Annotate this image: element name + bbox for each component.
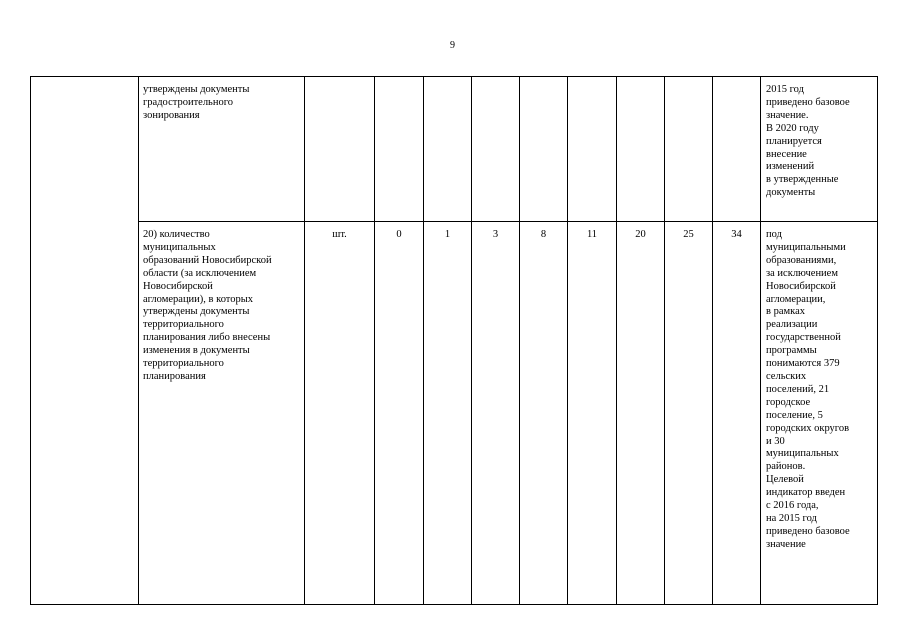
value-cell [375,77,424,222]
value-cell [617,77,665,222]
note-cell [761,77,878,222]
unit-cell [305,77,375,222]
note-cell [761,222,878,605]
value-cell: 0 [375,222,424,605]
value-cell: 3 [472,222,520,605]
unit-cell: шт. [305,222,375,605]
note-text: 2015 год приведено базовое значение. В 2020 году планируется внесение изменений в утвержденные документы [766,84,850,199]
value-cell [424,77,472,222]
indicator-text: утверждены документы градостроительного зонирования [143,84,250,121]
value-cell [713,77,761,222]
value-cell: 25 [665,222,713,605]
table-row [31,222,878,605]
indicators-table [30,76,878,605]
program-cell [31,77,139,605]
note-text: под муниципальными образованиями, за исключением Новосибирской агломерации, в рамках реализации государственной программы понимаются 379 сельских поселений, 21 городское поселение, 5 городских округов и 30 муниципальных районов. Целевой индикатор введен с 2016 года, на 2015 год приведено базовое значение [766,229,850,550]
indicator-cell [139,222,305,605]
value-cell [520,77,568,222]
indicator-cell [139,77,305,222]
page-number: 9 [450,40,455,51]
table-row [31,77,878,222]
value-cell: 1 [424,222,472,605]
value-cell: 11 [568,222,617,605]
value-cell: 8 [520,222,568,605]
value-cell [472,77,520,222]
value-cell: 20 [617,222,665,605]
indicator-text: 20) количество муниципальных образований Новосибирской области (за исключением Новосибирской агломерации), в которых утверждены документы территориального планирования либо внесены изменения в документы территориального планирования [143,229,272,382]
value-cell [665,77,713,222]
value-cell: 34 [713,222,761,605]
value-cell [568,77,617,222]
